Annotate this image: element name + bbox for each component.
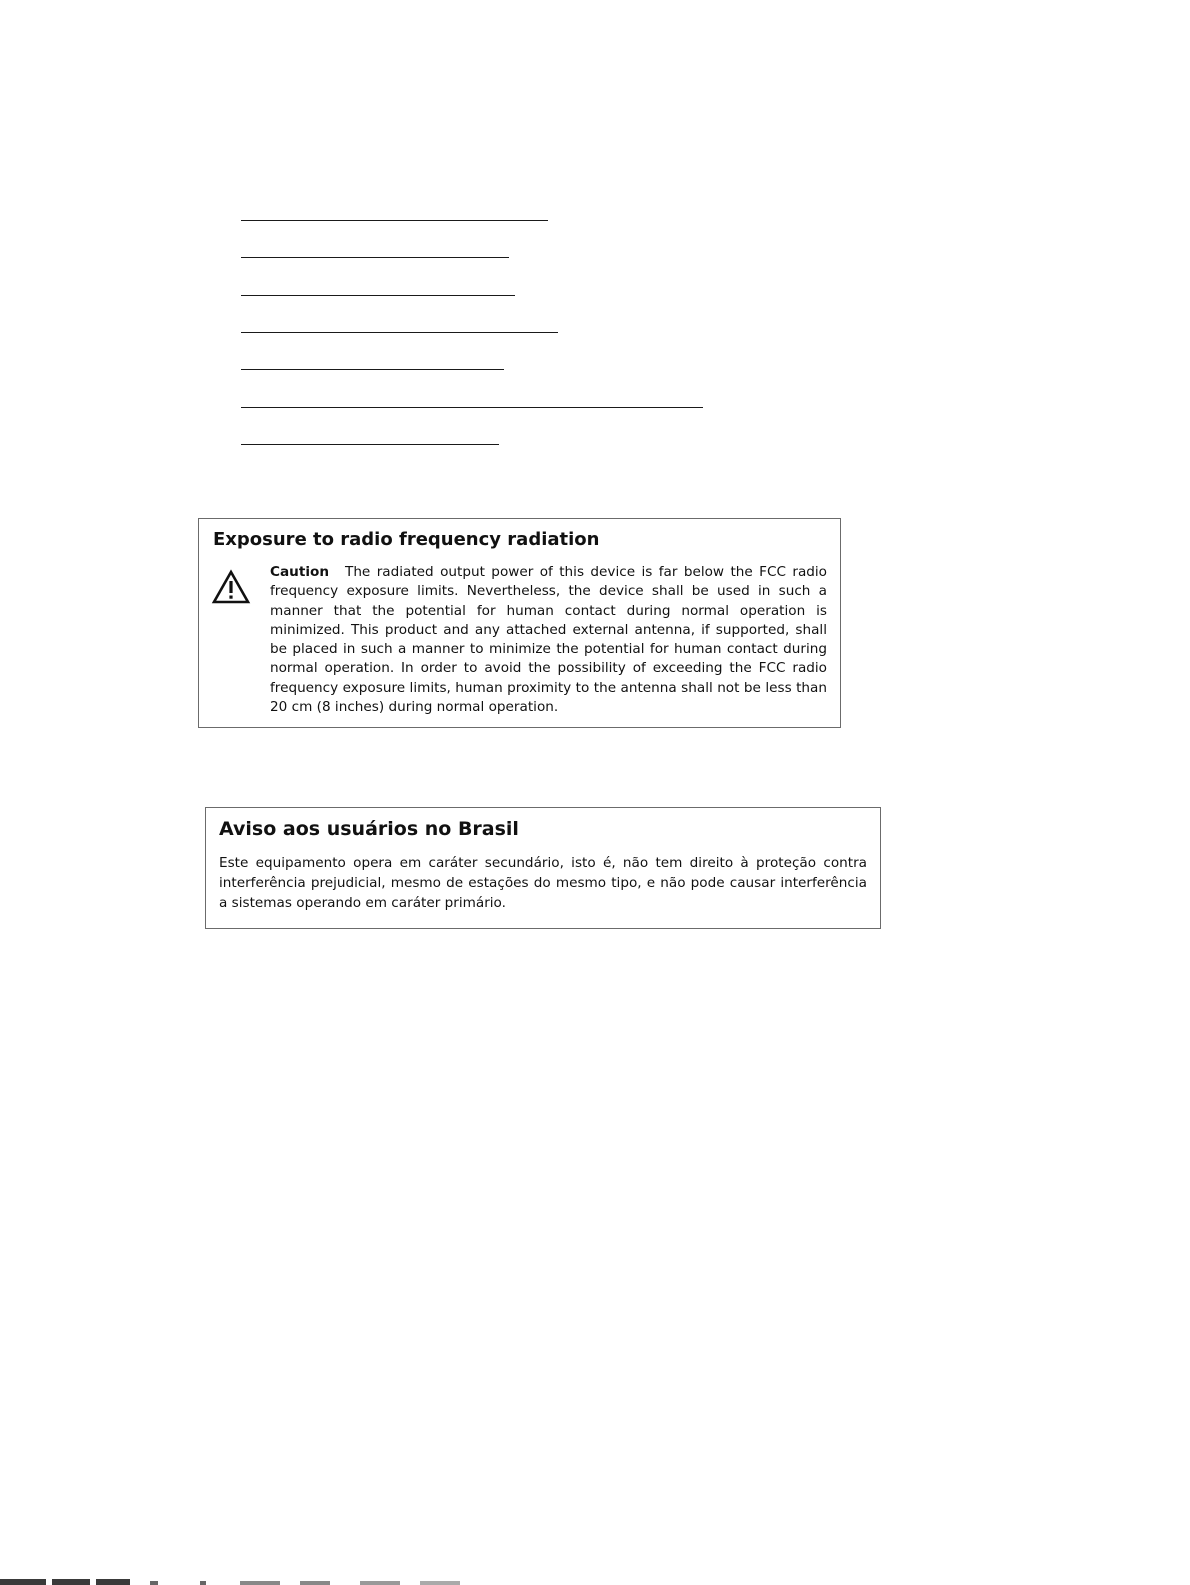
link-underline-3[interactable] [241,295,515,296]
brazil-notice [205,807,881,929]
caution-text: The radiated output power of this device is far below the FCC radio frequency exposure limits. Nevertheless, the device shall be used in such a manner that the potential for human contact during normal operation is minimized. This product and any attached external antenna, if supported, shall be placed in such a manner to minimize the potential for human contact during normal operation. In order to avoid the possibility of exceeding the FCC radio frequency exposure limits, human proximity to the antenna shall not be less than 20 cm (8 inches) during normal operation. [270,564,827,716]
caution-label: Caution [270,564,330,580]
rf-exposure-notice [198,518,841,728]
link-underline-4[interactable] [241,332,558,333]
warning-triangle-icon [211,569,251,605]
rf-exposure-title: Exposure to radio frequency radiation [213,529,600,550]
brazil-notice-text: Este equipamento opera em caráter secundário, isto é, não tem direito à proteção contra interferência prejudicial, mesmo de estações do mesmo tipo, e não pode causar interferência a sistemas operando em caráter primário. [219,855,867,911]
brazil-notice-title: Aviso aos usuários no Brasil [219,818,519,840]
link-underline-6[interactable] [241,407,703,408]
link-underline-1[interactable] [241,220,548,221]
link-underline-5[interactable] [241,369,504,370]
link-underline-7[interactable] [241,444,499,445]
caution-paragraph [270,563,827,717]
link-underline-2[interactable] [241,257,509,258]
scan-artifact-strip [0,1577,470,1585]
